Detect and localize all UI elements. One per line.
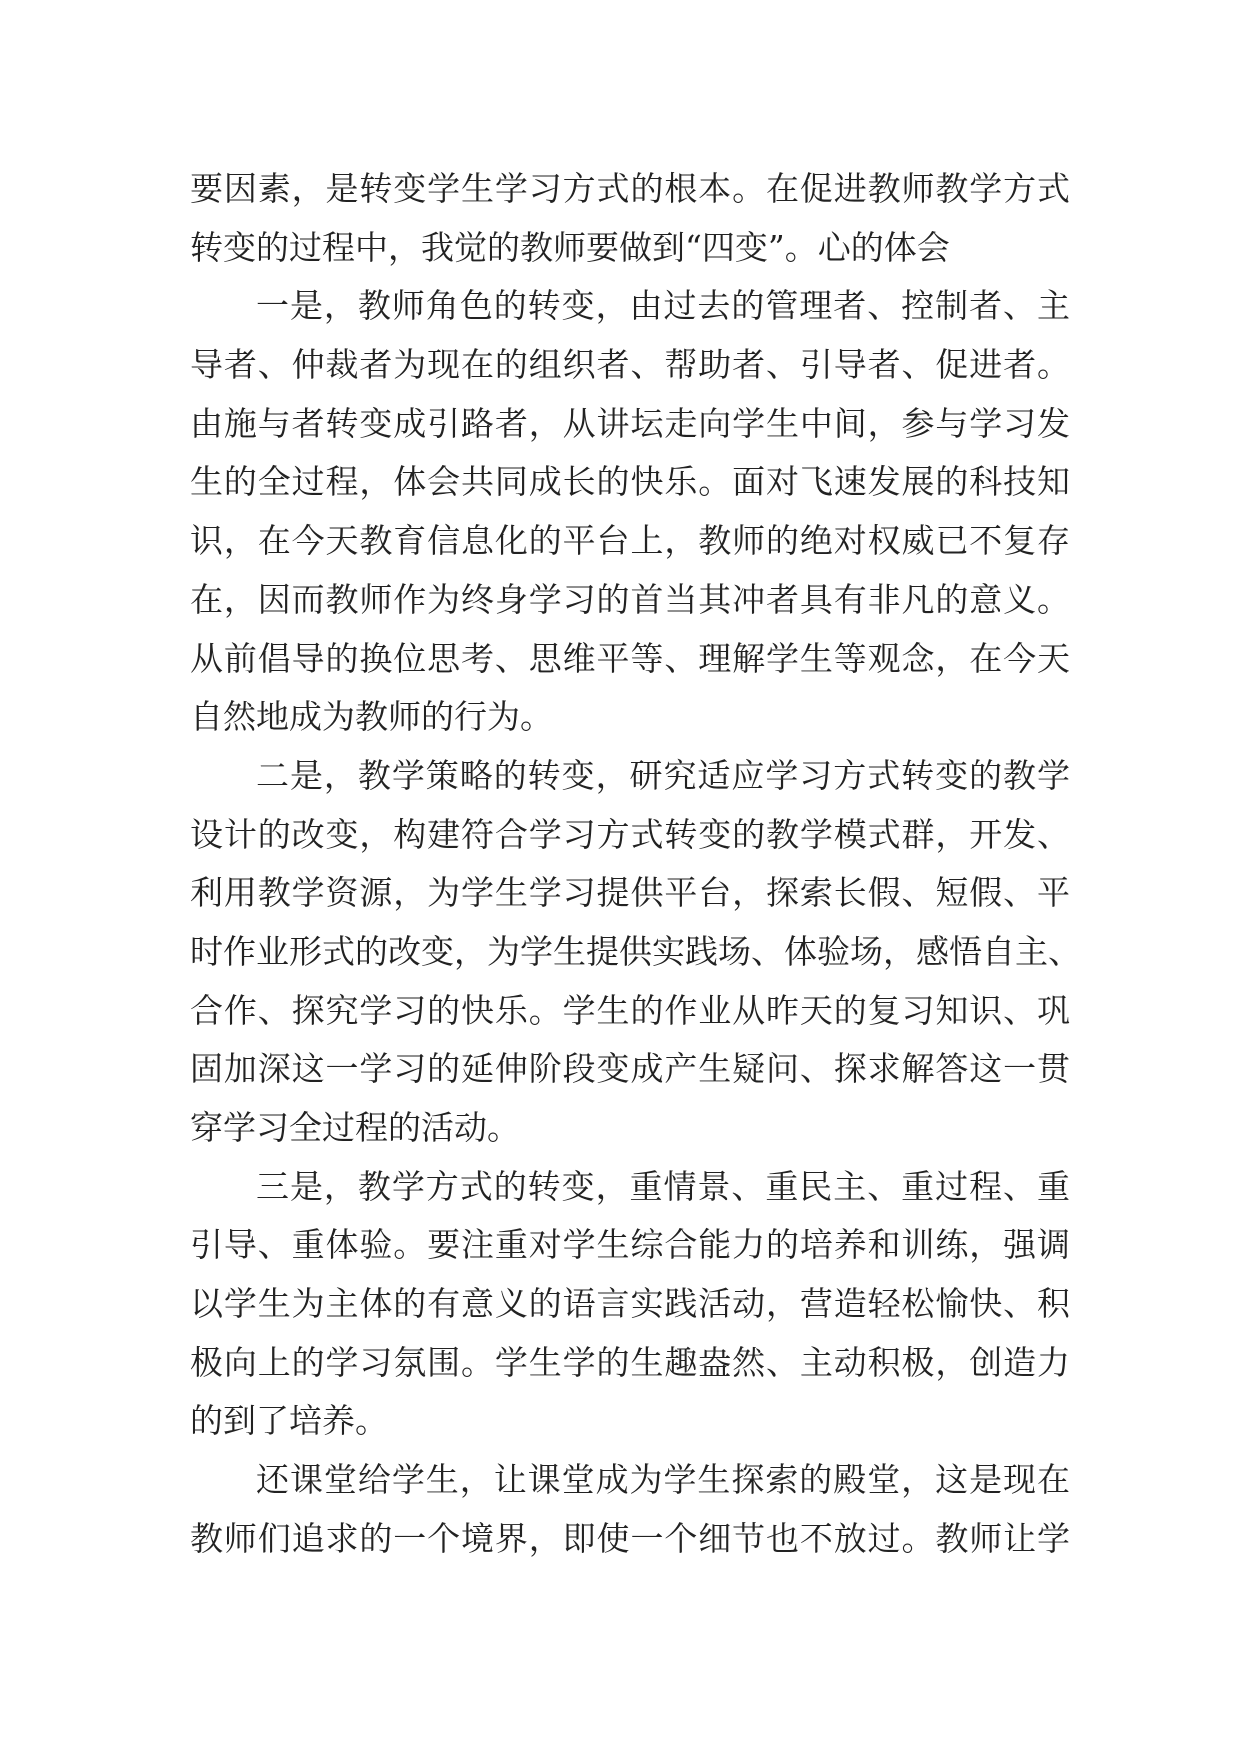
text-line: 引导、重体验。要注重对学生综合能力的培养和训练，强调: [190, 1225, 1070, 1265]
text-line: 导者、仲裁者为现在的组织者、帮助者、引导者、促进者。: [190, 345, 1070, 385]
text-line: 生的全过程，体会共同成长的快乐。面对飞速发展的科技知: [190, 462, 1070, 502]
text-line: 从前倡导的换位思考、思维平等、理解学生等观念，在今天: [190, 638, 1070, 678]
text-line: 在，因而教师作为终身学习的首当其冲者具有非凡的意义。: [190, 579, 1070, 619]
paragraph-first-line: 还课堂给学生，让课堂成为学生探索的殿堂，这是现在: [256, 1460, 1070, 1500]
text-line: 极向上的学习氛围。学生学的生趣盎然、主动积极，创造力: [190, 1342, 1070, 1382]
text-line: 设计的改变，构建符合学习方式转变的教学模式群，开发、: [190, 814, 1070, 854]
text-line: 自然地成为教师的行为。: [190, 697, 553, 737]
text-line: 合作、探究学习的快乐。学生的作业从昨天的复习知识、巩: [190, 990, 1070, 1030]
text-line: 时作业形式的改变，为学生提供实践场、体验场，感悟自主、: [190, 931, 1081, 971]
text-line: 以学生为主体的有意义的语言实践活动，营造轻松愉快、积: [190, 1284, 1070, 1324]
text-line: 教师们追求的一个境界，即使一个细节也不放过。教师让学: [190, 1518, 1070, 1558]
text-line: 识，在今天教育信息化的平台上，教师的绝对权威已不复存: [190, 521, 1070, 561]
text-line: 的到了培养。: [190, 1401, 388, 1441]
text-line: 转变的过程中，我觉的教师要做到“四变”。心的体会: [190, 227, 950, 267]
text-line: 固加深这一学习的延伸阶段变成产生疑问、探求解答这一贯: [190, 1049, 1070, 1089]
text-line: 利用教学资源，为学生学习提供平台，探索长假、短假、平: [190, 873, 1070, 913]
document-body: [190, 160, 1081, 1569]
paragraph-first-line: 三是，教学方式的转变，重情景、重民主、重过程、重: [256, 1166, 1070, 1206]
text-line: 由施与者转变成引路者，从讲坛走向学生中间，参与学习发: [190, 403, 1070, 443]
text-line: 要因素，是转变学生学习方式的根本。在促进教师教学方式: [190, 169, 1070, 208]
paragraph-first-line: 二是，教学策略的转变，研究适应学习方式转变的教学: [256, 755, 1070, 795]
text-line: 穿学习全过程的活动。: [190, 1108, 520, 1147]
paragraph-first-line: 一是，教师角色的转变，由过去的管理者、控制者、主: [256, 286, 1070, 326]
